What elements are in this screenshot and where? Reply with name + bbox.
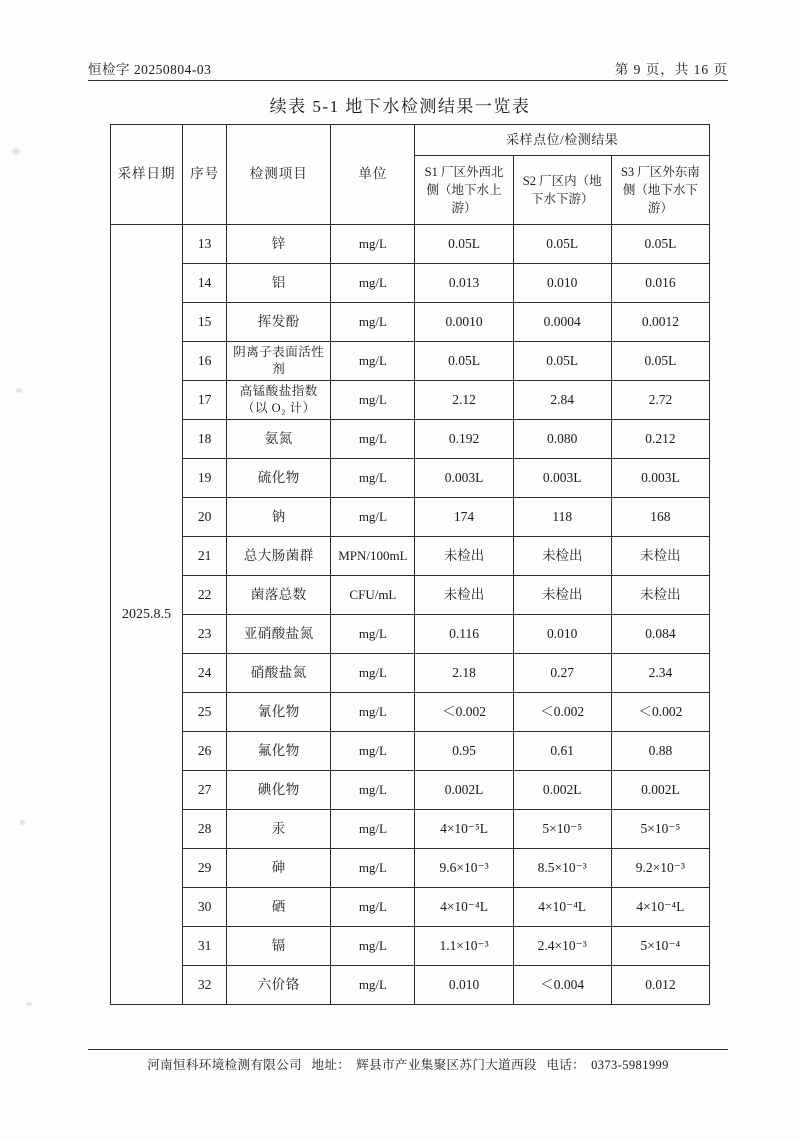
cell-item: 硝酸盐氮 <box>227 654 331 693</box>
scan-artifact <box>12 148 20 155</box>
table-row <box>111 381 710 420</box>
cell-value-s3: 0.016 <box>611 264 709 303</box>
cell-serial-no: 14 <box>183 264 227 303</box>
cell-value-s2: 未检出 <box>513 537 611 576</box>
cell-value-s2: 118 <box>513 498 611 537</box>
cell-value-s3: 168 <box>611 498 709 537</box>
groundwater-results-table <box>110 124 710 1005</box>
cell-value-s1: 2.12 <box>415 381 513 420</box>
cell-item: 硫化物 <box>227 459 331 498</box>
cell-serial-no: 20 <box>183 498 227 537</box>
table-row <box>111 771 710 810</box>
cell-value-s1: 0.192 <box>415 420 513 459</box>
header-point-s1: S1 厂区外西北侧（地下水上游） <box>415 156 513 225</box>
cell-serial-no: 29 <box>183 849 227 888</box>
cell-value-s1: 1.1×10⁻³ <box>415 927 513 966</box>
cell-unit: mg/L <box>331 381 415 420</box>
header-unit: 单位 <box>331 125 415 225</box>
cell-value-s2: 2.84 <box>513 381 611 420</box>
page-title: 续表 5-1 地下水检测结果一览表 <box>269 97 531 116</box>
cell-serial-no: 17 <box>183 381 227 420</box>
cell-value-s2: 0.0004 <box>513 303 611 342</box>
cell-value-s1: ＜0.002 <box>415 693 513 732</box>
table-body <box>111 225 710 1005</box>
page-header <box>88 58 728 78</box>
cell-value-s1: 9.6×10⁻³ <box>415 849 513 888</box>
table-row <box>111 225 710 264</box>
cell-value-s3: 0.012 <box>611 966 709 1005</box>
cell-item: 硒 <box>227 888 331 927</box>
cell-unit: mg/L <box>331 810 415 849</box>
table-row <box>111 420 710 459</box>
cell-item: 阴离子表面活性剂 <box>227 342 331 381</box>
cell-unit: mg/L <box>331 342 415 381</box>
cell-item: 菌落总数 <box>227 576 331 615</box>
table-row <box>111 303 710 342</box>
cell-value-s2: 4×10⁻⁴L <box>513 888 611 927</box>
header-item: 检测项目 <box>227 125 331 225</box>
page-number: 第 9 页，共 16 页 <box>614 62 728 77</box>
cell-value-s1: 2.18 <box>415 654 513 693</box>
footer-address-label: 地址： <box>311 1058 351 1072</box>
cell-value-s3: ＜0.002 <box>611 693 709 732</box>
cell-unit: CFU/mL <box>331 576 415 615</box>
cell-value-s3: 0.05L <box>611 342 709 381</box>
cell-serial-no: 23 <box>183 615 227 654</box>
cell-serial-no: 22 <box>183 576 227 615</box>
cell-value-s1: 0.05L <box>415 342 513 381</box>
cell-value-s2: 8.5×10⁻³ <box>513 849 611 888</box>
footer-company: 河南恒科环境检测有限公司 <box>147 1058 302 1072</box>
cell-unit: mg/L <box>331 888 415 927</box>
table-row <box>111 264 710 303</box>
cell-item: 汞 <box>227 810 331 849</box>
cell-item: 高锰酸盐指数（以 O₂ 计） <box>227 381 331 420</box>
table-row <box>111 927 710 966</box>
scan-artifact <box>20 820 25 825</box>
cell-value-s3: 0.212 <box>611 420 709 459</box>
table-row <box>111 888 710 927</box>
cell-item: 氟化物 <box>227 732 331 771</box>
cell-value-s3: 2.34 <box>611 654 709 693</box>
footer-phone: 0373-5981999 <box>591 1058 669 1072</box>
cell-value-s3: 0.05L <box>611 225 709 264</box>
cell-serial-no: 28 <box>183 810 227 849</box>
cell-value-s3: 9.2×10⁻³ <box>611 849 709 888</box>
results-table-container <box>110 124 710 1005</box>
cell-value-s3: 0.084 <box>611 615 709 654</box>
table-row <box>111 537 710 576</box>
cell-serial-no: 16 <box>183 342 227 381</box>
cell-value-s1: 0.002L <box>415 771 513 810</box>
header-serial-no: 序号 <box>183 125 227 225</box>
table-row <box>111 654 710 693</box>
cell-value-s3: 未检出 <box>611 576 709 615</box>
cell-serial-no: 24 <box>183 654 227 693</box>
footer-address: 辉县市产业集聚区苏门大道西段 <box>356 1058 537 1072</box>
table-header-row-1 <box>111 125 710 156</box>
header-point-s2: S2 厂区内（地下水下游） <box>513 156 611 225</box>
cell-item: 镉 <box>227 927 331 966</box>
table-row <box>111 615 710 654</box>
cell-serial-no: 31 <box>183 927 227 966</box>
cell-unit: mg/L <box>331 654 415 693</box>
table-row <box>111 498 710 537</box>
cell-unit: mg/L <box>331 264 415 303</box>
cell-unit: mg/L <box>331 225 415 264</box>
cell-item: 挥发酚 <box>227 303 331 342</box>
table-row <box>111 459 710 498</box>
cell-serial-no: 13 <box>183 225 227 264</box>
cell-serial-no: 21 <box>183 537 227 576</box>
cell-unit: mg/L <box>331 771 415 810</box>
page-footer <box>88 1055 728 1073</box>
cell-unit: mg/L <box>331 966 415 1005</box>
cell-serial-no: 18 <box>183 420 227 459</box>
cell-item: 碘化物 <box>227 771 331 810</box>
cell-item: 六价铬 <box>227 966 331 1005</box>
cell-value-s1: 4×10⁻⁵L <box>415 810 513 849</box>
table-row <box>111 576 710 615</box>
cell-unit: mg/L <box>331 732 415 771</box>
cell-unit: mg/L <box>331 420 415 459</box>
cell-item: 氨氮 <box>227 420 331 459</box>
footer-phone-label: 电话： <box>546 1058 586 1072</box>
cell-serial-no: 26 <box>183 732 227 771</box>
cell-unit: mg/L <box>331 303 415 342</box>
footer-divider <box>88 1049 728 1050</box>
cell-item: 铝 <box>227 264 331 303</box>
table-row <box>111 693 710 732</box>
scan-artifact <box>16 388 22 393</box>
cell-value-s1: 0.05L <box>415 225 513 264</box>
cell-value-s2: 0.010 <box>513 615 611 654</box>
cell-value-s1: 0.0010 <box>415 303 513 342</box>
cell-value-s3: 未检出 <box>611 537 709 576</box>
cell-item: 总大肠菌群 <box>227 537 331 576</box>
table-row <box>111 732 710 771</box>
cell-unit: mg/L <box>331 927 415 966</box>
cell-value-s1: 0.010 <box>415 966 513 1005</box>
cell-serial-no: 27 <box>183 771 227 810</box>
cell-serial-no: 25 <box>183 693 227 732</box>
cell-value-s2: 0.002L <box>513 771 611 810</box>
cell-value-s1: 未检出 <box>415 537 513 576</box>
cell-value-s1: 0.95 <box>415 732 513 771</box>
cell-serial-no: 30 <box>183 888 227 927</box>
header-group-sampling-points: 采样点位/检测结果 <box>415 125 710 156</box>
cell-unit: MPN/100mL <box>331 537 415 576</box>
cell-value-s3: 0.88 <box>611 732 709 771</box>
cell-unit: mg/L <box>331 498 415 537</box>
cell-value-s3: 0.002L <box>611 771 709 810</box>
cell-unit: mg/L <box>331 849 415 888</box>
table-row <box>111 810 710 849</box>
cell-value-s1: 174 <box>415 498 513 537</box>
cell-value-s1: 0.013 <box>415 264 513 303</box>
cell-value-s3: 0.003L <box>611 459 709 498</box>
cell-value-s2: 0.61 <box>513 732 611 771</box>
cell-serial-no: 15 <box>183 303 227 342</box>
cell-value-s2: 2.4×10⁻³ <box>513 927 611 966</box>
cell-value-s1: 0.116 <box>415 615 513 654</box>
cell-value-s3: 0.0012 <box>611 303 709 342</box>
cell-value-s2: 0.010 <box>513 264 611 303</box>
cell-value-s2: ＜0.004 <box>513 966 611 1005</box>
cell-value-s1: 4×10⁻⁴L <box>415 888 513 927</box>
cell-unit: mg/L <box>331 459 415 498</box>
table-row <box>111 342 710 381</box>
cell-value-s1: 0.003L <box>415 459 513 498</box>
scan-artifact <box>26 1002 32 1006</box>
cell-unit: mg/L <box>331 615 415 654</box>
cell-value-s3: 5×10⁻⁵ <box>611 810 709 849</box>
header-divider <box>88 80 728 81</box>
cell-value-s2: 0.05L <box>513 342 611 381</box>
table-row <box>111 966 710 1005</box>
cell-item: 氰化物 <box>227 693 331 732</box>
cell-item: 锌 <box>227 225 331 264</box>
cell-value-s2: 0.05L <box>513 225 611 264</box>
cell-value-s3: 5×10⁻⁴ <box>611 927 709 966</box>
cell-value-s2: 0.27 <box>513 654 611 693</box>
cell-serial-no: 19 <box>183 459 227 498</box>
cell-value-s1: 未检出 <box>415 576 513 615</box>
cell-sampling-date: 2025.8.5 <box>111 225 183 1005</box>
header-sampling-date: 采样日期 <box>111 125 183 225</box>
cell-item: 亚硝酸盐氮 <box>227 615 331 654</box>
cell-serial-no: 32 <box>183 966 227 1005</box>
header-point-s3: S3 厂区外东南侧（地下水下游） <box>611 156 709 225</box>
cell-value-s3: 4×10⁻⁴L <box>611 888 709 927</box>
table-head <box>111 125 710 225</box>
table-row <box>111 849 710 888</box>
cell-unit: mg/L <box>331 693 415 732</box>
cell-value-s3: 2.72 <box>611 381 709 420</box>
cell-value-s2: ＜0.002 <box>513 693 611 732</box>
cell-item: 钠 <box>227 498 331 537</box>
cell-value-s2: 未检出 <box>513 576 611 615</box>
cell-value-s2: 5×10⁻⁵ <box>513 810 611 849</box>
cell-item: 砷 <box>227 849 331 888</box>
document-number: 恒检字 20250804-03 <box>88 62 212 77</box>
cell-value-s2: 0.080 <box>513 420 611 459</box>
cell-value-s2: 0.003L <box>513 459 611 498</box>
